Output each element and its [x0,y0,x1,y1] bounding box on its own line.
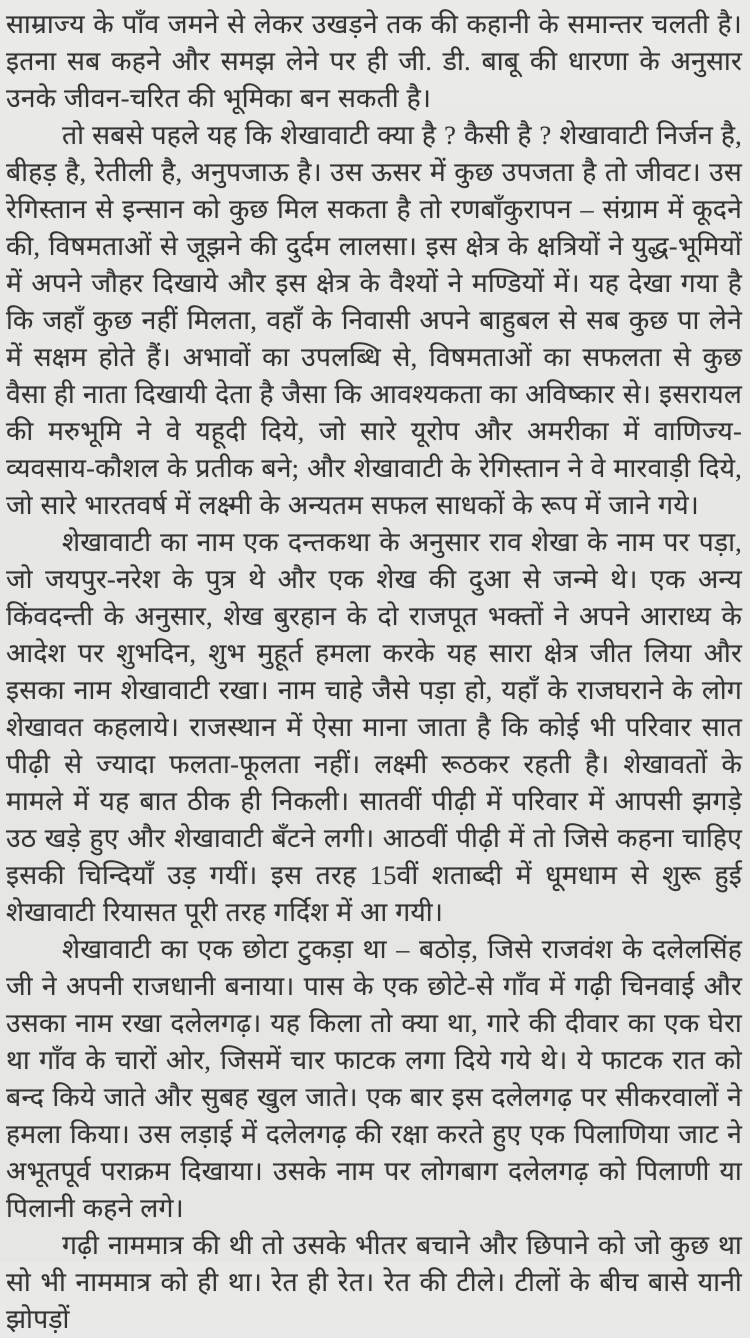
paragraph-garhi-sand: गढ़ी नाममात्र की थी तो उसके भीतर बचाने और छिपाने को जो कुछ था सो भी नाममात्र को ही था। रेत ही रेत। रेत की टीले। टीलों के बीच बासे यानी झोपड़ों [6,1230,742,1334]
paragraph-shekhawati-intro: तो सबसे पहले यह कि शेखावाटी क्या है ? कैसी है ? शेखावाटी निर्जन है, बीहड़ है, रेतीली है, अनुपजाऊ है। उस ऊसर में कुछ उपजता है तो जीवट। उस रेगिस्तान से इन्सान को कुछ मिल सकता है तो रणबाँकुरापन – संग्राम में कूदने की, विषमताओं से जूझने की दुर्दम लालसा। इस क्षेत्र के क्षत्रियों ने युद्ध-भूमियों में अपने जौहर दिखाये और इस क्षेत्र के वैश्यों ने मण्डियों में। यह देखा गया है कि जहाँ कुछ नहीं मिलता, वहाँ के निवासी अपने बाहुबल से सब कुछ पा लेने में सक्षम होते हैं। अभावों का उपलब्धि से, विषमताओं का सफलता से कुछ वैसा ही नाता दिखायी देता है जैसा कि आवश्यकता का अविष्कार से। इसरायल की मरुभूमि ने वे यहूदी दिये, जो सारे यूरोप और अमरीका में वाणिज्य-व्यवसाय-कौशल के प्रतीक बने; और शेखावाटी के रेगिस्तान ने वे मारवाड़ी दिये, जो सारे भारतवर्ष में लक्ष्मी के अन्यतम सफल साधकों के रूप में जाने गये। [6,120,742,520]
paragraph-shekhawati-name-legend: शेखावाटी का नाम एक दन्तकथा के अनुसार राव शेखा के नाम पर पड़ा, जो जयपुर-नरेश के पुत्र थे और एक शेख की दुआ से जन्मे थे। एक अन्य किंवदन्ती के अनुसार, शेख बुरहान के दो राजपूत भक्तों ने अपने आराध्य के आदेश पर शुभदिन, शुभ मुहूर्त हमला करके यह सारा क्षेत्र जीत लिया और इसका नाम शेखावाटी रखा। नाम चाहे जैसे पड़ा हो, यहाँ के राजघराने के लोग शेखावत कहलाये। राजस्थान में ऐसा माना जाता है कि कोई भी परिवार सात पीढ़ी से ज्यादा फलता-फूलता नहीं। लक्ष्मी रूठकर रहती है। शेखावतों के मामले में यह बात ठीक ही निकली। सातवीं पीढ़ी में परिवार में आपसी झगड़े उठ खड़े हुए और शेखावाटी बँटने लगी। आठवीं पीढ़ी में तो जिसे कहना चाहिए इसकी चिन्दियाँ उड़ गयीं। इस तरह 15वीं शताब्दी में धूमधाम से शुरू हुई शेखावाटी रियासत पूरी तरह गर्दिश में आ गयी। [6,527,742,927]
paragraph-bathod-dalelgarh: शेखावाटी का एक छोटा टुकड़ा था – बठोड़, जिसे राजवंश के दलेलसिंह जी ने अपनी राजधानी बनाया। पास के एक छोटे-से गाँव में गढ़ी चिनवाई और उसका नाम रखा दलेलगढ़। यह किला तो क्या था, गारे की दीवार का एक घेरा था गाँव के चारों ओर, जिसमें चार फाटक लगा दिये गये थे। ये फाटक रात को बन्द किये जाते और सुबह खुल जाते। एक बार इस दलेलगढ़ पर सीकरवालों ने हमला किया। उस लड़ाई में दलेलगढ़ की रक्षा करते हुए एक पिलाणिया जाट ने अभूतपूर्व पराक्रम दिखाया। उसके नाम पर लोगबाग दलेलगढ़ को पिलाणी या पिलानी कहने लगे। [6,934,742,1223]
paragraph-continuation: साम्राज्य के पाँव जमने से लेकर उखड़ने तक की कहानी के समान्तर चलती है। इतना सब कहने और समझ लेने पर ही जी. डी. बाबू की धारणा के अनुसार उनके जीवन-चरित की भूमिका बन सकती है। [6,9,742,113]
